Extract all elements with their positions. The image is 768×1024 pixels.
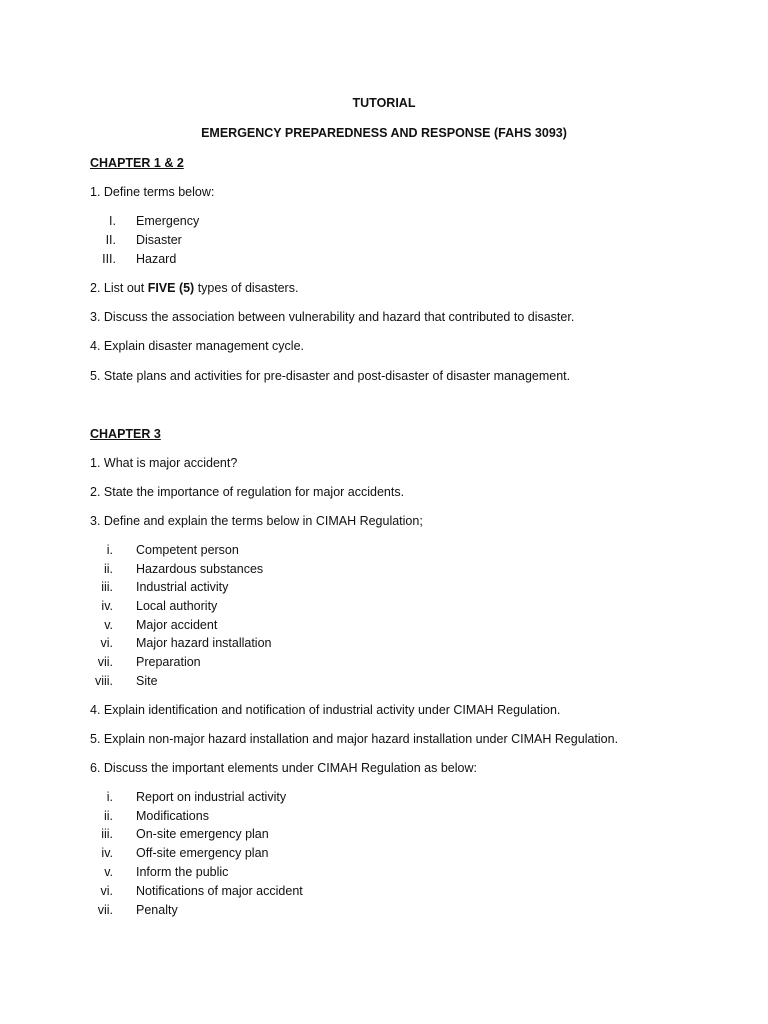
list-item: Off-site emergency plan bbox=[136, 846, 269, 860]
chapter-3-heading: CHAPTER 3 bbox=[90, 427, 161, 441]
ch12-question-2 bbox=[90, 280, 298, 296]
chapter-1-2-heading: CHAPTER 1 & 2 bbox=[90, 156, 184, 170]
list-item: Penalty bbox=[136, 903, 178, 917]
ch3-question-3: 3. Define and explain the terms below in CIMAH Regulation; bbox=[90, 514, 423, 528]
list-number: vii. bbox=[97, 903, 113, 917]
list-number: ii. bbox=[103, 562, 113, 576]
ch3-question-6: 6. Discuss the important elements under CIMAH Regulation as below: bbox=[90, 761, 477, 775]
list-item: Major hazard installation bbox=[136, 636, 272, 650]
list-number: i. bbox=[106, 543, 113, 557]
ch3-question-5: 5. Explain non-major hazard installation and major hazard installation under CIMAH Regulation. bbox=[90, 732, 619, 746]
list-item: Inform the public bbox=[136, 865, 229, 879]
list-number: v. bbox=[104, 865, 113, 879]
list-item: Preparation bbox=[136, 655, 201, 669]
ch3-question-1: 1. What is major accident? bbox=[90, 456, 238, 470]
list-number: iv. bbox=[101, 599, 113, 613]
ch3-question-4: 4. Explain identification and notification of industrial activity under CIMAH Regulation. bbox=[90, 703, 561, 717]
list-item: Report on industrial activity bbox=[136, 790, 287, 804]
list-number: iii. bbox=[101, 580, 113, 594]
q2-emphasis: FIVE (5) bbox=[147, 281, 195, 295]
list-number: v. bbox=[104, 618, 113, 632]
list-item: Local authority bbox=[136, 599, 218, 613]
list-number: iv. bbox=[101, 846, 113, 860]
list-item: Modifications bbox=[136, 809, 209, 823]
document-subtitle: EMERGENCY PREPAREDNESS AND RESPONSE (FAHS 3093) bbox=[201, 126, 567, 140]
list-number: I. bbox=[109, 214, 116, 228]
list-item: Hazard bbox=[136, 252, 177, 266]
list-number: vi. bbox=[100, 636, 113, 650]
list-item: Competent person bbox=[136, 543, 239, 557]
list-number: ii. bbox=[103, 809, 113, 823]
list-item: Emergency bbox=[136, 214, 200, 228]
list-item: On-site emergency plan bbox=[136, 827, 269, 841]
list-number: viii. bbox=[94, 674, 113, 688]
ch12-question-1: 1. Define terms below: bbox=[90, 185, 215, 199]
list-item: Site bbox=[136, 674, 158, 688]
list-item: Major accident bbox=[136, 618, 218, 632]
list-number: vi. bbox=[100, 884, 113, 898]
list-item: Industrial activity bbox=[136, 580, 229, 594]
q2-suffix: types of disasters. bbox=[194, 281, 299, 295]
document-title: TUTORIAL bbox=[352, 96, 416, 110]
list-number: II. bbox=[105, 233, 116, 247]
q2-prefix: 2. List out bbox=[90, 281, 148, 295]
list-number: iii. bbox=[101, 827, 113, 841]
list-number: i. bbox=[106, 790, 113, 804]
ch12-question-3: 3. Discuss the association between vulnerability and hazard that contributed to disaster. bbox=[90, 310, 575, 324]
list-item: Notifications of major accident bbox=[136, 884, 303, 898]
list-number: III. bbox=[102, 252, 116, 266]
list-number: vii. bbox=[97, 655, 113, 669]
ch12-question-4: 4. Explain disaster management cycle. bbox=[90, 339, 304, 353]
ch12-question-5: 5. State plans and activities for pre-disaster and post-disaster of disaster management. bbox=[90, 369, 571, 383]
ch3-question-2: 2. State the importance of regulation for major accidents. bbox=[90, 485, 405, 499]
list-item: Hazardous substances bbox=[136, 562, 264, 576]
list-item: Disaster bbox=[136, 233, 182, 247]
